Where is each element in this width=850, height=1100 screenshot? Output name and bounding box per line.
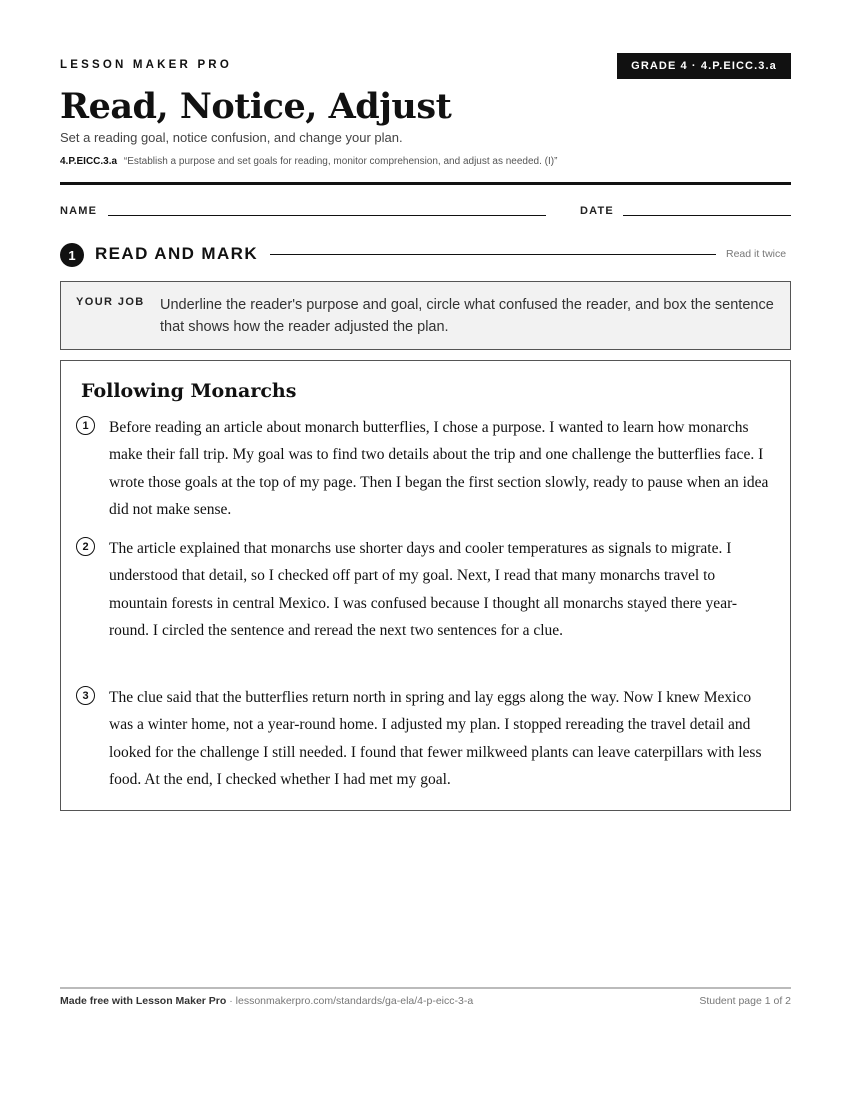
paragraph-1[interactable]: Before reading an article about monarch butterflies, I chose a purpose. I wanted to learn how monarchs make their fall trip. My goal was to find two details about the trip and one challenge the butterflies face. I wrote those goals at the top of my page. Then I began the first section slowly, ready to pause when an idea did not make sense. — [109, 419, 769, 518]
date-label: DATE — [580, 205, 614, 217]
standard-line — [60, 156, 557, 167]
paragraph-number-3: 3 — [76, 686, 95, 705]
section-hint: Read it twice — [726, 248, 787, 260]
footer-made-with: Made free with Lesson Maker Pro — [60, 995, 227, 1007]
standard-text: “Establish a purpose and set goals for reading, monitor comprehension, and adjust as needed. (I)” — [123, 156, 558, 167]
page-subtitle: Set a reading goal, notice confusion, and change your plan. — [60, 130, 403, 145]
passage-box — [60, 360, 791, 811]
paragraph-2[interactable]: The article explained that monarchs use shorter days and cooler temperatures as signals to migrate. I understood that detail, so I checked off part of my goal. Next, I read that many monarchs travel to mountain forests in central Mexico. I was confused because I thought all monarchs stayed there year-round. I circled the sentence and reread the next two sentences for a clue. — [109, 540, 738, 639]
section-title: READ AND MARK — [95, 244, 259, 263]
page-title: Read, Notice, Adjust — [60, 86, 452, 127]
job-label: YOUR JOB — [76, 296, 145, 308]
footer-page-number: Student page 1 of 2 — [699, 995, 791, 1007]
standard-code: 4.P.EICC.3.a — [60, 156, 118, 167]
grade-badge: GRADE 4 · 4.P.EICC.3.a — [617, 53, 791, 79]
paragraph-number-1: 1 — [76, 416, 95, 435]
passage-title: Following Monarchs — [81, 380, 297, 402]
section-number-badge: 1 — [60, 243, 84, 267]
footer-credit — [60, 995, 473, 1007]
footer-divider — [60, 987, 791, 989]
brand-name: LESSON MAKER PRO — [60, 59, 232, 71]
header-divider — [60, 182, 791, 185]
paragraph-number-2: 2 — [76, 537, 95, 556]
footer-url[interactable]: · lessonmakerpro.com/standards/ga-ela/4-p-eicc-3-a — [229, 995, 474, 1007]
job-instructions: Underline the reader's purpose and goal, circle what confused the reader, and box the sentence that shows how the reader adjusted the plan. — [160, 297, 774, 335]
paragraph-3[interactable]: The clue said that the butterflies return north in spring and lay eggs along the way. Now I knew Mexico was a winter home, not a year-round home. I adjusted my plan. I stopped rereading the travel detail and looked for the challenge I still needed. I found that fewer milkweed plants can leave caterpillars with less food. At the end, I checked whether I had met my goal. — [109, 689, 762, 788]
date-field[interactable] — [623, 215, 791, 216]
section-divider — [270, 254, 716, 255]
job-box — [60, 281, 791, 350]
name-label: NAME — [60, 205, 98, 217]
name-field[interactable] — [108, 215, 546, 216]
